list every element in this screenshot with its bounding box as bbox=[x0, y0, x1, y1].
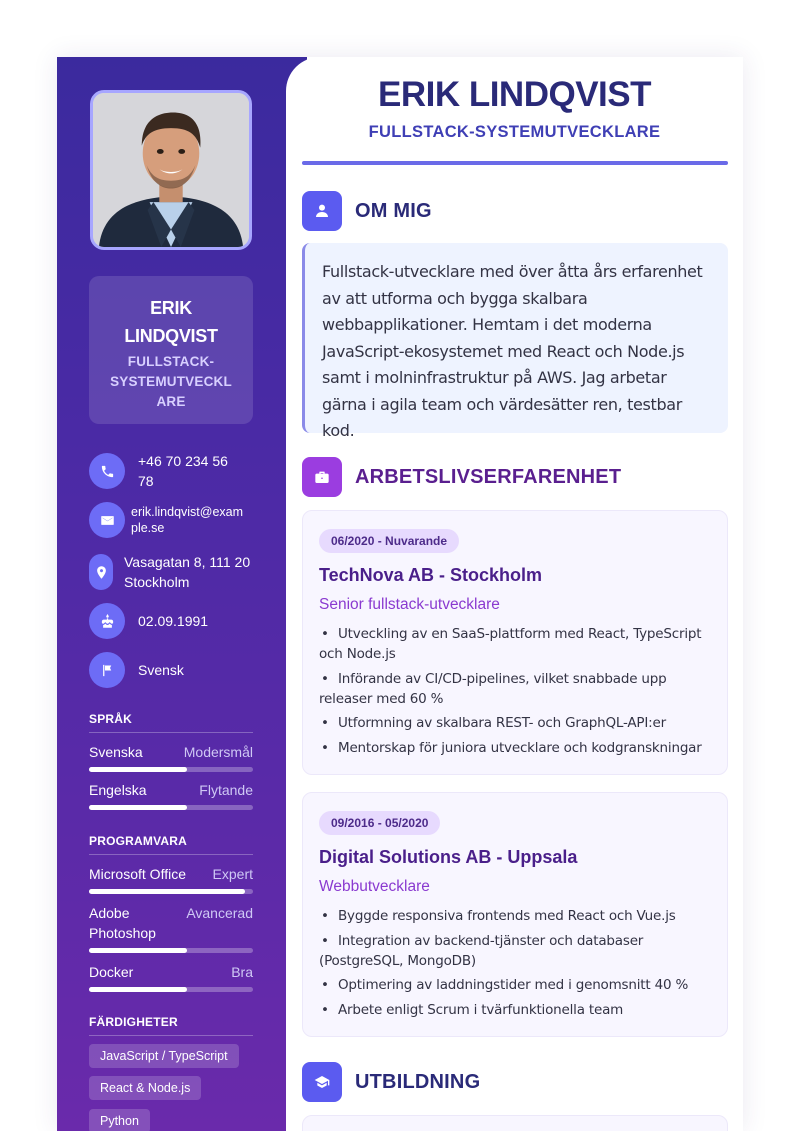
job-card bbox=[302, 510, 728, 775]
job-bullet: • Integration av backend-tjänster och databaser (PostgreSQL, MongoDB) bbox=[319, 932, 644, 969]
skills-heading: FÄRDIGHETER bbox=[89, 1015, 253, 1036]
graduation-cap-icon bbox=[302, 1062, 342, 1102]
about-line: av att utforma och bygga skalbara bbox=[322, 288, 588, 308]
about-text bbox=[302, 243, 728, 440]
job-bullet: • Arbete enligt Scrum i tvärfunktionella team bbox=[321, 1001, 624, 1018]
skill-tag: React & Node.js bbox=[89, 1076, 201, 1100]
sidebar-name-first: ERIK bbox=[150, 298, 192, 318]
language-level: Modersmål bbox=[183, 744, 253, 760]
job-role: Senior fullstack-utvecklare bbox=[319, 596, 500, 613]
job-bullet: • Utformning av skalbara REST- och GraphQL-API:er bbox=[321, 715, 666, 731]
language-item bbox=[89, 742, 253, 772]
language-name: Engelska bbox=[89, 782, 147, 798]
sidebar-title-line: FULLSTACK- bbox=[127, 354, 215, 369]
job-company: Digital Solutions AB - Uppsala bbox=[319, 847, 578, 867]
software-name: Adobe Photoshop bbox=[89, 905, 156, 941]
experience-heading: ARBETSLIVSERFARENHET bbox=[355, 465, 622, 488]
about-line: gärna i agila team och värdesätter ren, testbar kod. bbox=[322, 394, 682, 440]
email-text: ple.se bbox=[131, 521, 165, 535]
language-level-fill bbox=[89, 805, 187, 810]
sidebar-title-line: SYSTEMUTVECKL bbox=[110, 374, 232, 389]
contact-address bbox=[89, 552, 250, 592]
sidebar-name-last: LINDQVIST bbox=[124, 326, 218, 346]
briefcase-icon bbox=[302, 457, 342, 497]
language-level-bar bbox=[89, 805, 253, 810]
address-text: Stockholm bbox=[124, 574, 190, 590]
sidebar bbox=[57, 57, 307, 1131]
software-item bbox=[89, 864, 253, 894]
about-line: samt i molninfrastruktur på AWS. Jag arbetar bbox=[322, 368, 667, 387]
software-level-bar bbox=[89, 948, 253, 953]
software-level-bar bbox=[89, 987, 253, 992]
main-content bbox=[286, 57, 743, 1131]
address-text: Vasagatan 8, 111 20 bbox=[124, 554, 251, 570]
about-heading: OM MIG bbox=[355, 199, 432, 222]
job-bullets bbox=[319, 624, 711, 758]
job-bullet: • Byggde responsiva frontends med React och Vue.js bbox=[321, 908, 676, 924]
job-date-badge: 06/2020 - Nuvarande bbox=[319, 529, 459, 553]
language-level-fill bbox=[89, 767, 187, 772]
software-level: Avancerad bbox=[186, 905, 253, 921]
contact-birthdate bbox=[89, 603, 208, 639]
name-card bbox=[89, 276, 253, 424]
birthday-cake-icon bbox=[89, 603, 125, 639]
job-company: TechNova AB - Stockholm bbox=[319, 565, 543, 585]
job-date-badge: 09/2016 - 05/2020 bbox=[319, 811, 440, 835]
education-heading: UTBILDNING bbox=[355, 1070, 481, 1093]
job-card bbox=[302, 792, 728, 1037]
software-level-fill bbox=[89, 948, 187, 953]
education-section-header bbox=[302, 1062, 480, 1102]
language-item bbox=[89, 780, 253, 810]
software-level-fill bbox=[89, 889, 245, 894]
software-level: Bra bbox=[231, 964, 253, 980]
software-level: Expert bbox=[212, 866, 253, 882]
about-section-header bbox=[302, 191, 432, 231]
job-bullet: • Optimering av laddningstider med i genomsnitt 40 % bbox=[321, 977, 689, 993]
email-text: erik.lindqvist@exam bbox=[131, 505, 244, 519]
user-icon bbox=[302, 191, 342, 231]
experience-section-header bbox=[302, 457, 621, 497]
nationality-text: Svensk bbox=[138, 662, 184, 678]
profile-photo bbox=[90, 90, 252, 250]
language-level-bar bbox=[89, 767, 253, 772]
languages-heading: SPRÅK bbox=[89, 712, 253, 733]
header-divider bbox=[302, 161, 728, 165]
contact-nationality bbox=[89, 652, 184, 688]
language-level: Flytande bbox=[199, 782, 253, 798]
job-bullet: • Införande av CI/CD-pipelines, vilket snabbade upp releaser med 60 % bbox=[319, 670, 667, 707]
resume-page bbox=[57, 57, 743, 1131]
location-icon bbox=[89, 554, 113, 590]
job-bullet: • Mentorskap för juniora utvecklare och kodgranskningar bbox=[321, 739, 702, 756]
birthdate-text: 02.09.1991 bbox=[138, 613, 209, 629]
job-role: Webbutvecklare bbox=[319, 878, 430, 895]
about-line: Fullstack-utvecklare med över åtta års erfarenhet bbox=[322, 262, 703, 281]
skill-tag: Python bbox=[89, 1109, 150, 1131]
page-title: ERIK LINDQVIST bbox=[377, 75, 652, 114]
software-item bbox=[89, 962, 253, 992]
about-line: webbapplikationer. Hemtam i det moderna bbox=[322, 315, 652, 334]
phone-text: 78 bbox=[138, 473, 154, 489]
software-name: Docker bbox=[89, 964, 134, 980]
software-level-bar bbox=[89, 889, 253, 894]
job-bullets bbox=[319, 906, 711, 1020]
job-bullet: • Utveckling av en SaaS-plattform med React, TypeScript och Node.js bbox=[319, 626, 702, 662]
mail-icon bbox=[89, 502, 125, 538]
sidebar-title-line: ARE bbox=[156, 394, 186, 409]
software-heading: PROGRAMVARA bbox=[89, 834, 253, 855]
software-item bbox=[89, 903, 253, 953]
page-subtitle: FULLSTACK-SYSTEMUTVECKLARE bbox=[368, 123, 661, 141]
contact-phone[interactable] bbox=[89, 451, 228, 491]
phone-text: +46 70 234 56 bbox=[138, 453, 228, 469]
flag-icon bbox=[89, 652, 125, 688]
about-line: JavaScript-ekosystemet med React och Node.js bbox=[322, 341, 685, 361]
skill-tag: JavaScript / TypeScript bbox=[89, 1044, 239, 1068]
contact-email[interactable] bbox=[89, 502, 243, 538]
software-name: Microsoft Office bbox=[89, 866, 186, 882]
phone-icon bbox=[89, 453, 125, 489]
education-card bbox=[302, 1115, 728, 1131]
software-level-fill bbox=[89, 987, 187, 992]
language-name: Svenska bbox=[89, 744, 143, 760]
